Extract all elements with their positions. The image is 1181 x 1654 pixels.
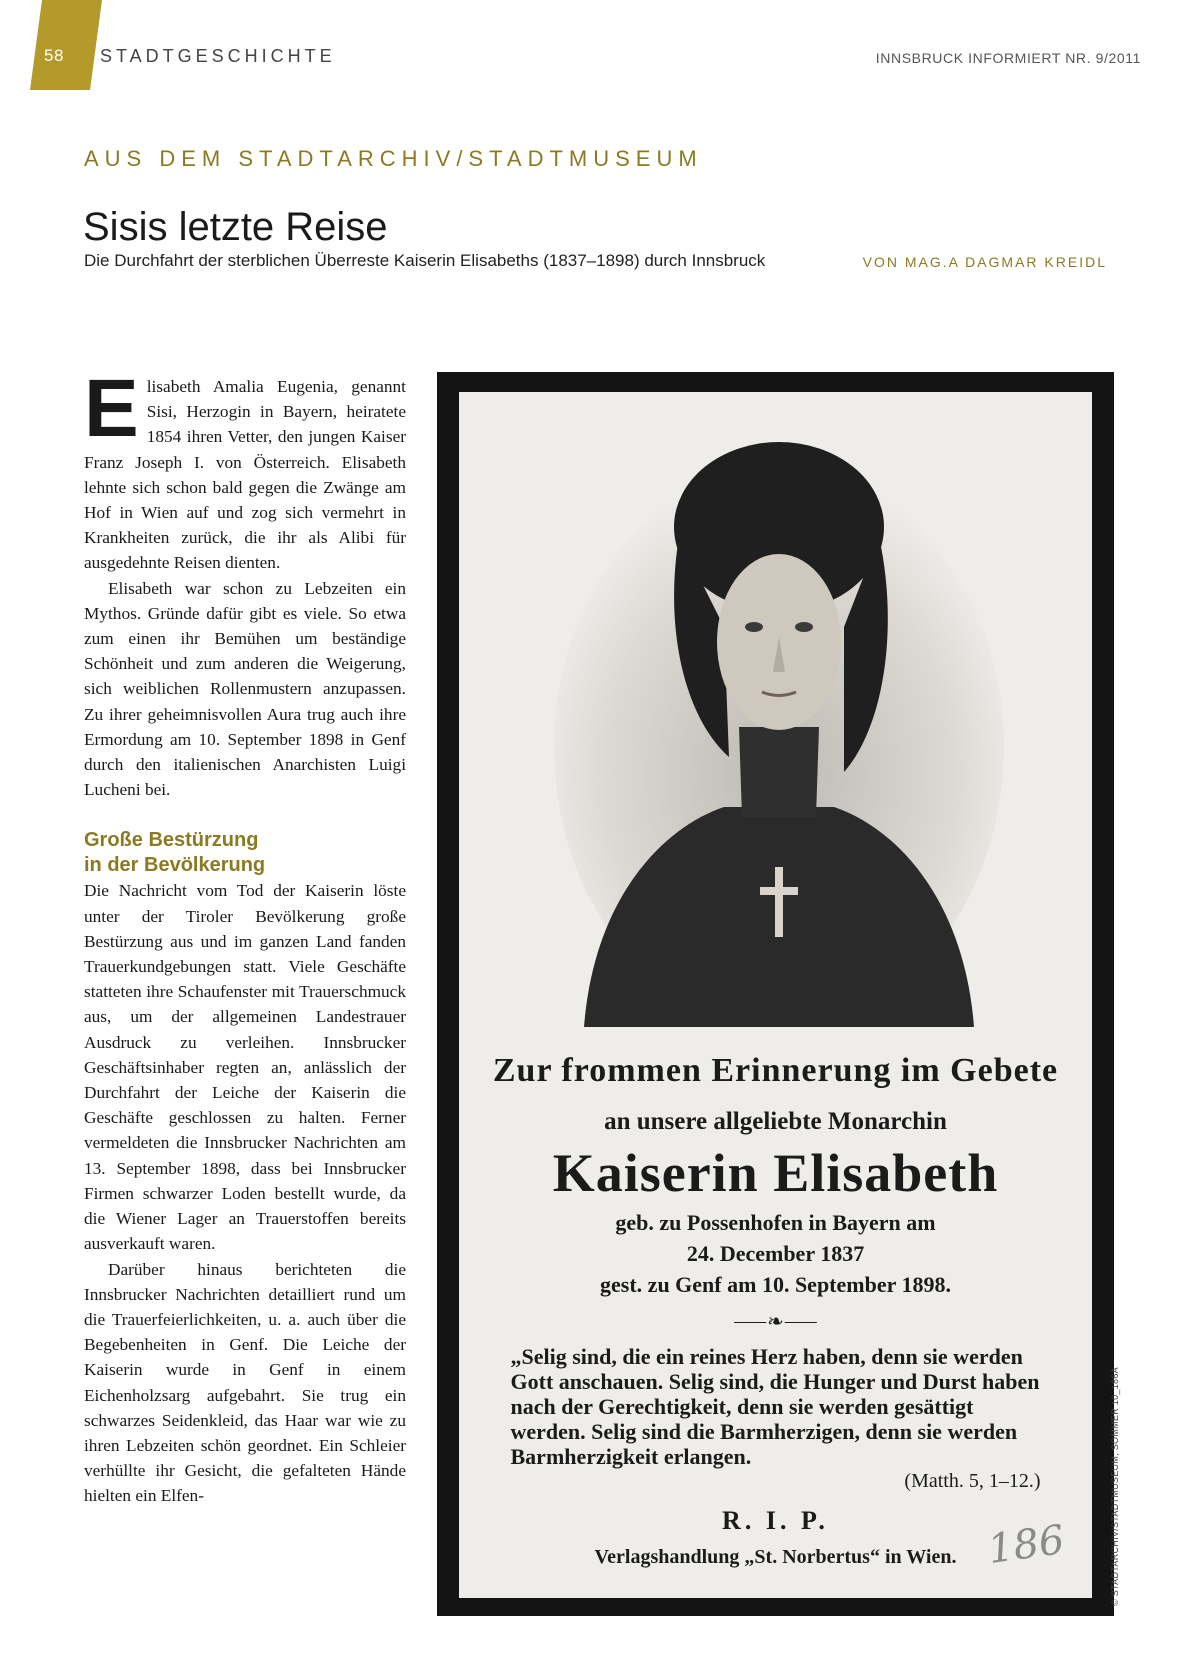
card-line-1: Zur frommen Erinnerung im Gebete [492, 1052, 1059, 1089]
card-rip: R. I. P. [722, 1506, 829, 1535]
card-name: Kaiserin Elisabeth [552, 1143, 999, 1203]
memorial-card-text [459, 1052, 1092, 1569]
subheading-line-1: Große Bestürzung [84, 829, 259, 852]
issue-label: INNSBRUCK INFORMIERT NR. 9/2011 [875, 50, 1141, 66]
article-author: VON MAG.A DAGMAR KREIDL [862, 254, 1107, 270]
card-born-line-2: 24. December 1837 [686, 1241, 865, 1266]
paragraph-1 [84, 363, 406, 576]
memorial-card [459, 392, 1092, 1598]
drop-cap: E [84, 363, 139, 454]
card-quote-reference: (Matth. 5, 1–12.) [904, 1470, 1041, 1492]
subheading [84, 828, 406, 878]
page-tab [30, 0, 102, 90]
card-born-line-1: geb. zu Possenhofen in Bayern am [615, 1210, 936, 1235]
card-line-2: an unsere allgeliebte Monarchin [604, 1108, 947, 1135]
card-died: gest. zu Genf am 10. September 1898. [600, 1272, 951, 1297]
inventory-number: 186 [984, 1516, 1067, 1574]
card-quote [511, 1344, 1041, 1494]
article-kicker: AUS DEM STADTARCHIV/STADTMUSEUM [84, 146, 703, 171]
card-quote-text: „Selig sind, die ein reines Herz haben, denn sie werden Gott anschauen. Selig sind, die Hunger und Durst haben nach der Gerechtigkeit, denn sie werden gesättigt werden. Selig sind die Barmherzigen, denn sie werden Barmherzigkeit erlangen. [510, 1344, 1040, 1469]
paragraph-2: Elisabeth war schon zu Lebzeiten ein Mythos. Gründe dafür gibt es viele. So etwa zum einen ihr Bemühen um beständige Schönheit und zum anderen die Weigerung, sich weiblichen Rollenmustern anzupassen. Zu ihrer geheimnisvollen Aura trug auch ihre Ermordung am 10. September 1898 in Genf durch den italienischen Anarchisten Luigi Lucheni bei. [84, 578, 406, 800]
card-publisher: Verlagshandlung „St. Norbertus“ in Wien. [594, 1546, 957, 1568]
paragraph-3: Die Nachricht vom Tod der Kaiserin löste unter der Tiroler Bevölkerung große Bestürzung aus und im ganzen Land fanden Trauerkundgebungen statt. Viele Geschäfte statteten ihre Schaufenster mit Trauerschmuck aus, um der allgemeinen Landestrauer Ausdruck zu verleihen. Innsbrucker Geschäftsinhaber regten an, anlässlich der Durchfahrt der Leiche der Kaiserin die Geschäfte geschlossen zu halten. Ferner vermeldeten die Innsbrucker Nachrichten am 13. September 1898, dass bei Innsbrucker Firmen schwarzer Loden bestellt wurde, da die Wiener Lager an Trauerstoffen bereits ausverkauft waren. [84, 881, 406, 1254]
paragraph-4: Darüber hinaus berichteten die Innsbrucker Nachrichten detailliert rund um die Trauerfeierlichkeiten, u. a. auch über die Begebenheiten in Genf. Die Leiche der Kaiserin wurde in Genf in einem Eichenholzsarg aufgebahrt. Sie trug ein schwarzes Seidenkleid, das Haar war wie zu ihren Lebzeiten schön geordnet. Ein Schleier verhüllte ihr Gesicht, die gefalteten Hände hielten ein Elfen- [84, 1259, 406, 1506]
ornament-divider: ⸺❧⸺ [733, 1311, 818, 1333]
memorial-card-image [437, 372, 1114, 1616]
empress-portrait-image [554, 427, 1004, 1027]
paragraph-1-text: lisabeth Amalia Eugenia, genannt Sisi, Herzogin in Bayern, heiratete 1854 ihren Vetter, den jungen Kaiser Franz Joseph I. von Österreich. Elisabeth lehnte sich schon bald gegen die Zwänge am Hof in Wien auf und zog sich vermehrt in Krankheiten zurück, die ihr als Alibi für ausgedehnte Reisen dienten. [84, 377, 406, 573]
subheading-line-2: in der Bevölkerung [84, 854, 266, 877]
page-number: 58 [44, 46, 64, 65]
article-subtitle: Die Durchfahrt der sterblichen Überreste Kaiserin Elisabeths (1837–1898) durch Innsbruck [84, 251, 766, 270]
image-credit: © STADTARCHIV/STADTMUSEUM, SOMMER 10_186A [1110, 1367, 1120, 1606]
article-title: Sisis letzte Reise [83, 204, 388, 249]
text-column [84, 363, 406, 1509]
section-label: STADTGESCHICHTE [100, 46, 336, 66]
